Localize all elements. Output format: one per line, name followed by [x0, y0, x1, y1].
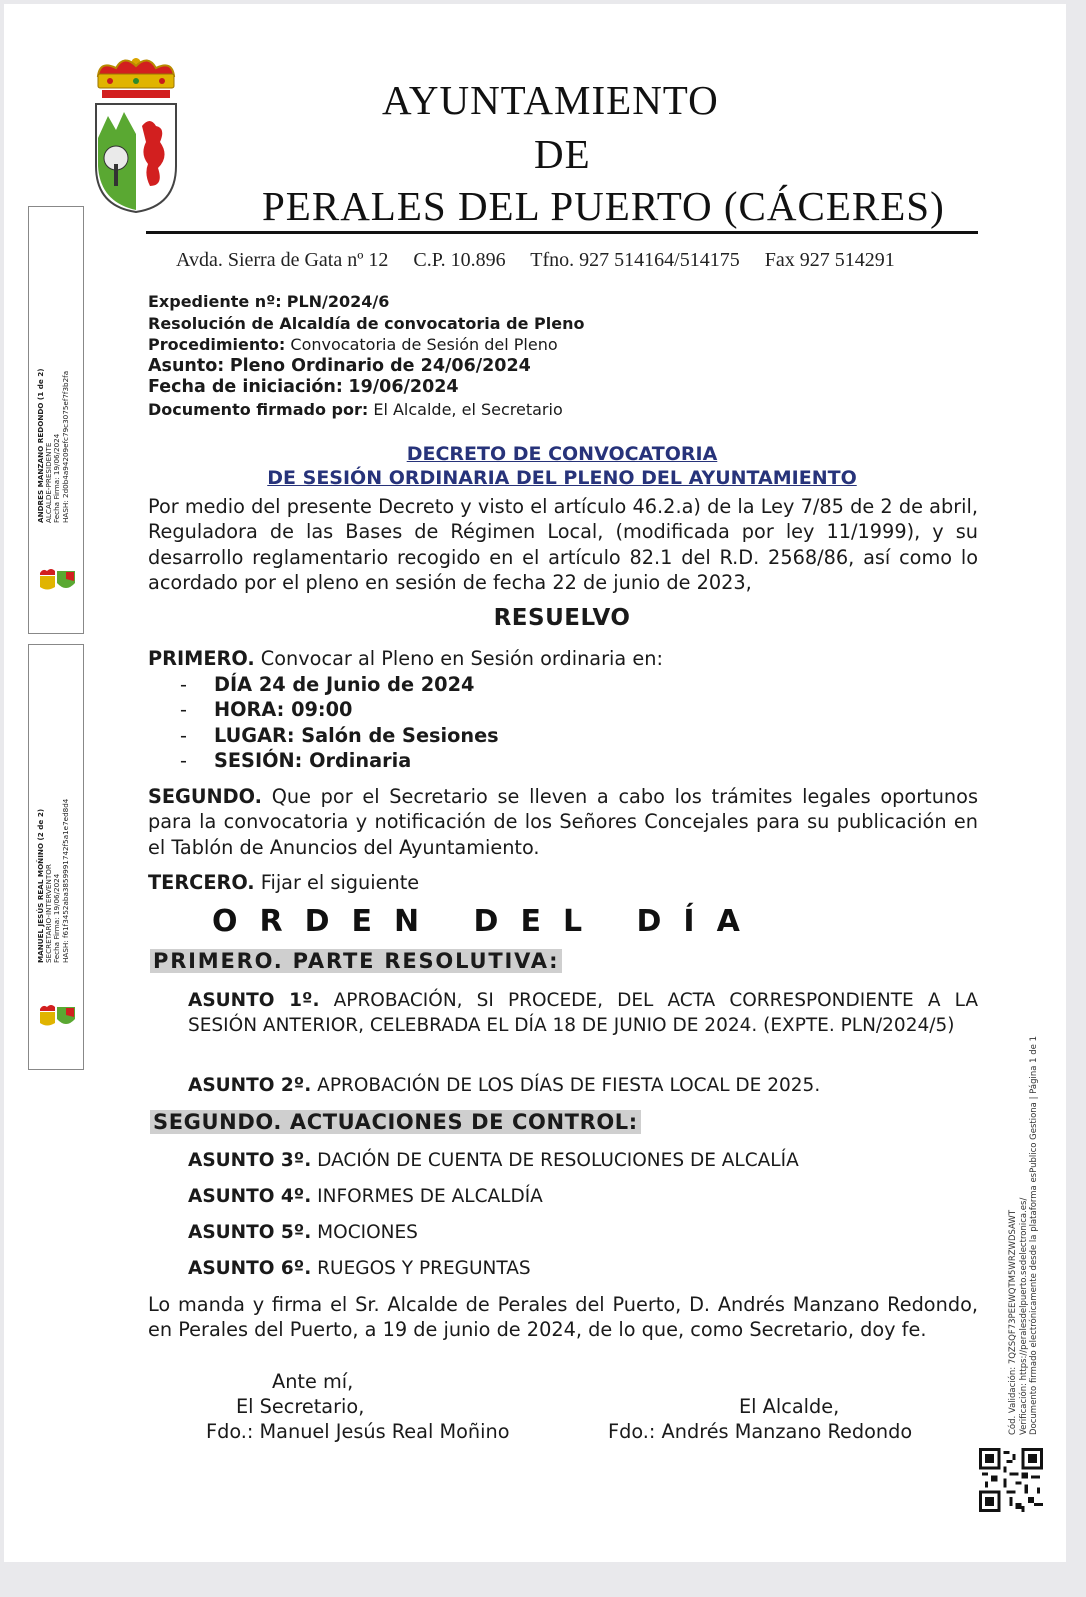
decree-title-line1: DECRETO DE CONVOCATORIA	[406, 443, 718, 465]
primero-paragraph	[148, 647, 663, 670]
mini-coat-of-arms-icon	[37, 567, 77, 593]
decree-title-line2: DE SESIÓN ORDINARIA DEL PLENO DEL AYUNTAMIENTO	[267, 467, 857, 489]
header-title-line1: AYUNTAMIENTO	[382, 77, 719, 123]
decree-intro: Por medio del presente Decreto y visto el artículo 46.2.a) de la Ley 7/85 de 2 de abril, Reguladora de las Bases de Régimen Local, (modificada por ley 11/1999), y su desarrollo reglamentario recogido en el artículo 82.1 del R.D. 2568/86, así como lo acordado por el pleno en sesión de fecha 22 de junio de 2023,	[148, 495, 978, 594]
firmado-label: Documento firmado por:	[148, 399, 369, 419]
agenda-item: ASUNTO 5º. MOCIONES	[188, 1222, 418, 1243]
signature-alcalde-name: Fdo.: Andrés Manzano Redondo	[608, 1420, 913, 1443]
document-page	[4, 4, 1066, 1562]
signature-ante: Ante mí,	[272, 1370, 354, 1393]
detail-dia: DÍA 24 de Junio de 2024	[214, 673, 475, 696]
list-item: - DÍA 24 de Junio de 2024	[180, 673, 475, 696]
expediente-value: PLN/2024/6	[286, 292, 390, 311]
document-meta	[148, 291, 584, 420]
signature-secretario-role: El Secretario,	[236, 1395, 365, 1418]
orden-del-dia-heading: ORDEN DEL DÍA	[212, 904, 762, 939]
header-address: Avda. Sierra de Gata nº 12 C.P. 10.896 Tfno. 927 514164/514175 Fax 927 514291	[176, 249, 895, 271]
resuelvo-heading: RESUELVO	[493, 605, 631, 631]
detail-sesion: SESIÓN: Ordinaria	[214, 748, 412, 772]
segundo-paragraph	[148, 784, 978, 860]
detail-hora: HORA: 09:00	[214, 698, 353, 722]
validation-url: Verificación: https://peralesdelpuerto.sedelectronica.es/	[1018, 1197, 1029, 1435]
segundo-text: Que por el Secretario se lleven a cabo los trámites legales oportunos para la convocatoria y notificación de los Señores Concejales para su publicación en el Tablón de Anuncios del Ayuntamiento.	[148, 785, 978, 859]
expediente-label: Expediente nº:	[148, 292, 282, 311]
mini-coat-of-arms-icon	[37, 1003, 77, 1029]
procedimiento-label: Procedimiento:	[148, 335, 286, 354]
coat-of-arms-logo	[90, 46, 182, 214]
list-item: - HORA: 09:00	[180, 698, 353, 722]
primero-text: Convocar al Pleno en Sesión ordinaria en:	[260, 647, 663, 670]
tercero-label: TERCERO.	[148, 871, 255, 894]
stamp-text: MANUEL JESÚS REAL MOÑINO (2 de 2) SECRETARIO-INTERVENTOR Fecha Firma: 19/06/2024 HASH: f61f3452aba3859991742f5a1e7ed8d4	[36, 798, 70, 963]
section-actuaciones-control: SEGUNDO. ACTUACIONES DE CONTROL:	[150, 1110, 641, 1134]
procedimiento-value: Convocatoria de Sesión del Pleno	[290, 335, 558, 354]
decree-title	[146, 442, 978, 490]
signature-stamp-alcalde	[28, 206, 84, 634]
asunto-label: Asunto:	[148, 355, 225, 376]
validation-code: Cód. Validación: 7QZSQF73PEEWQTM5WRZWDSAWT	[1008, 1209, 1018, 1435]
header-divider	[146, 231, 978, 234]
resolucion-text: Resolución de Alcaldía de convocatoria de Pleno	[148, 313, 585, 333]
tercero-paragraph	[148, 871, 419, 894]
agenda-item: ASUNTO 4º. INFORMES DE ALCALDÍA	[188, 1186, 543, 1207]
header-title-line2: DE	[534, 131, 591, 177]
signature-secretario-name: Fdo.: Manuel Jesús Real Moñino	[206, 1420, 510, 1443]
agenda-item: ASUNTO 6º. RUEGOS Y PREGUNTAS	[188, 1258, 531, 1279]
detail-lugar: LUGAR: Salón de Sesiones	[214, 723, 499, 747]
agenda-item: ASUNTO 1º. APROBACIÓN, SI PROCEDE, DEL ACTA CORRESPONDIENTE A LA SESIÓN ANTERIOR, CELEBRADA EL DÍA 18 DE JUNIO DE 2024. (EXPTE. PLN/2024/5)	[188, 990, 978, 1036]
list-item: - SESIÓN: Ordinaria	[180, 748, 412, 772]
agenda-item: ASUNTO 2º. APROBACIÓN DE LOS DÍAS DE FIESTA LOCAL DE 2025.	[188, 1075, 821, 1096]
qr-code-icon	[979, 1448, 1043, 1512]
fecha-value: 19/06/2024	[348, 377, 459, 397]
segundo-label: SEGUNDO.	[148, 785, 262, 808]
validation-note: Documento firmado electrónicamente desde la plataforma esPublico Gestiona | Página 1 de 1	[1029, 1035, 1039, 1435]
agenda-item: ASUNTO 3º. DACIÓN DE CUENTA DE RESOLUCIONES DE ALCALÍA	[188, 1150, 799, 1171]
list-item: - LUGAR: Salón de Sesiones	[180, 723, 499, 747]
signature-stamp-secretario	[28, 644, 84, 1070]
header-title-line3: PERALES DEL PUERTO (CÁCERES)	[262, 183, 945, 229]
tercero-text: Fijar el siguiente	[260, 871, 420, 894]
section-parte-resolutiva: PRIMERO. PARTE RESOLUTIVA:	[150, 949, 562, 973]
validation-text	[1008, 1036, 1040, 1435]
signature-alcalde-role: El Alcalde,	[739, 1395, 840, 1418]
asunto-value: Pleno Ordinario de 24/06/2024	[229, 355, 531, 376]
closing-paragraph: Lo manda y firma el Sr. Alcalde de Perales del Puerto, D. Andrés Manzano Redondo, en Perales del Puerto, a 19 de junio de 2024, de lo que, como Secretario, doy fe.	[148, 1293, 978, 1342]
convocatoria-details	[180, 672, 499, 773]
stamp-text: ANDRES MANZANO REDONDO (1 de 2) ALCALDE-PRESIDENTE Fecha Firma: 19/06/2024 HASH: 2d0b4a94209efc79c3075ef7f3b2fa	[36, 368, 70, 523]
firmado-value: El Alcalde, el Secretario	[373, 399, 563, 419]
fecha-label: Fecha de iniciación:	[148, 377, 343, 397]
primero-label: PRIMERO.	[148, 647, 255, 670]
